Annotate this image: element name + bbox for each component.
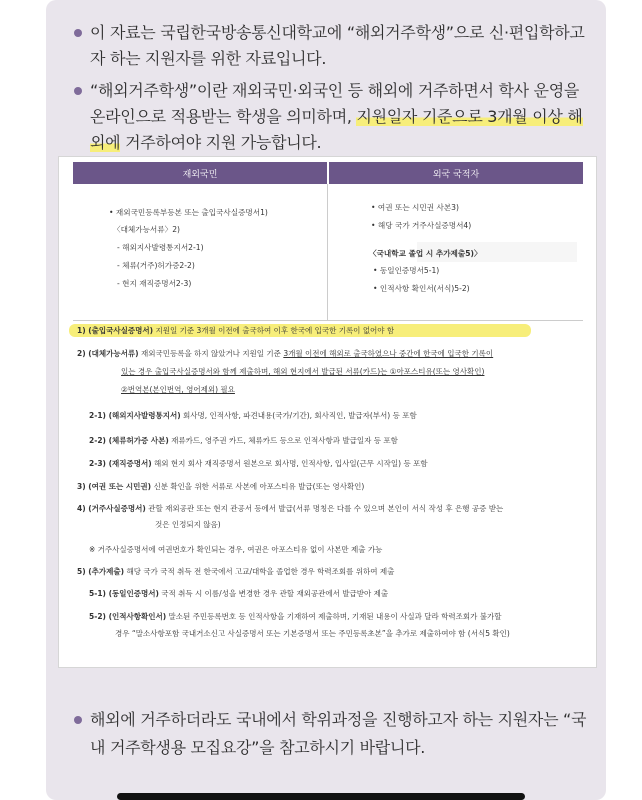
header-residents-abroad: 재외국민: [73, 162, 327, 184]
highlight-text: 지원일자 기준으로 3개월 이상 해외에: [90, 107, 583, 152]
table-header: [73, 162, 583, 184]
header-foreign-nationals: 외국 국적자: [329, 162, 583, 184]
note-2: 2) (대체가능서류) 재외국민등록을 하지 않았거나 지원일 기준 3개월 이전에 해외로 출국하였으나 중간에 한국에 입국한 기록이: [77, 349, 494, 358]
bullet-dot: [74, 716, 82, 724]
right-item-3: 〈국내학교 졸업 시 추가제출5)〉: [369, 249, 482, 258]
note-4-remark: ※ 거주사실증명서에 여권번호가 확인되는 경우, 여권은 아포스티유 없이 사본만 제출 가능: [89, 545, 383, 554]
note-2-line3: ②번역본(본인번역, 영어제외) 필요: [121, 385, 235, 394]
left-item-5: - 현지 재직증명서2-3): [117, 279, 192, 288]
right-item-2: • 해당 국가 거주사실증명서4): [371, 221, 472, 230]
note-4: 4) (거주사실증명서) 관할 재외공관 또는 현지 관공서 등에서 발급(서류 명칭은 다를 수 있으며 본인이 서식 작성 후 은행 공증 받는: [77, 504, 504, 513]
table-body: [73, 184, 583, 321]
bullet-dot: [74, 87, 82, 95]
note-5-1: 5-1) (동일인증명서) 국적 취득 시 이름/성을 변경한 경우 관할 재외공관에서 발급받아 제출: [89, 589, 389, 598]
note-2-2: 2-2) (체류허가증 사본) 재류카드, 영주권 카드, 체류카드 등으로 인적사항과 발급일자 등 포함: [89, 436, 398, 445]
note-5-2-line2: 경우 “말소사항포함 국내거소신고 사실증명서 또는 기본증명서 또는 주민등록초본”을 추가로 제출하여야 함 (서식5 확인): [115, 629, 510, 638]
right-item-4: • 동일인증명서5-1): [373, 266, 440, 275]
left-item-3: - 해외지사발령통지서2-1): [117, 243, 204, 252]
note-4-line2: 것은 인정되지 않음): [155, 520, 221, 529]
closing-paragraph: 해외에 거주하더라도 국내에서 학위과정을 진행하고자 하는 지원자는 “국내 거주학생용 모집요강”을 참고하시기 바랍니다.: [58, 706, 588, 762]
note-2-3: 2-3) (재직증명서) 해외 현지 회사 재직증명서 원본으로 회사명, 인적사항, 입사일(근무 시작일) 등 포함: [89, 459, 428, 468]
note-2-1: 2-1) (해외지사발령통지서) 회사명, 인적사항, 파견내용(국가/기간), 회사직인, 발급자(부서) 등 포함: [89, 411, 417, 420]
note-5: 5) (추가제출) 해당 국가 국적 취득 전 한국에서 고교/대학을 졸업한 경우 학력조회를 위하여 제출: [77, 567, 395, 576]
left-item-2: 〈대체가능서류〉2): [113, 225, 180, 234]
bullet-dot: [74, 29, 82, 37]
column-divider: [327, 184, 328, 320]
note-3: 3) (여권 또는 시민권) 신분 확인을 위한 서류로 사본에 아포스티유 발급(또는 영사확인): [77, 482, 365, 491]
note-5-2: 5-2) (인적사항확인서) 말소된 주민등록번호 등 인적사항을 기재하여 제출하며, 기재된 내용이 사실과 달라 학력조회가 불가할: [89, 612, 502, 621]
intro-paragraph-1: 이 자료는 국립한국방송통신대학교에 “해외거주학생”으로 신·편입학하고자 하는 지원자를 위한 자료입니다.: [58, 20, 588, 72]
left-item-4: - 체류(거주)허가증2-2): [117, 261, 195, 270]
left-item-1: • 재외국민등록부등본 또는 출입국사실증명서1): [109, 208, 268, 217]
note-2-line2: 있는 경우 출입국사실증명서와 함께 제출하며, 해외 현지에서 발급된 서류(카드)는 ①아포스티유(또는 영사확인): [121, 367, 485, 376]
note-1: 1) (출입국사실증명서) 지원일 기준 3개월 이전에 출국하여 이후 한국에 입국한 기록이 없어야 함: [77, 326, 395, 335]
right-item-1: • 여권 또는 시민권 사본3): [371, 203, 459, 212]
intro-paragraph-2: “해외거주학생”이란 재외국민·외국인 등 해외에 거주하면서 학사 운영을 온라인으로 적용받는 학생을 의미하며, 지원일자 기준으로 3개월 이상 해외에 거주하여야 지원 가능합니다.: [58, 78, 588, 156]
home-indicator[interactable]: [117, 793, 525, 800]
document-image: [58, 156, 597, 668]
right-item-5: • 인적사항 확인서(서식)5-2): [373, 284, 470, 293]
